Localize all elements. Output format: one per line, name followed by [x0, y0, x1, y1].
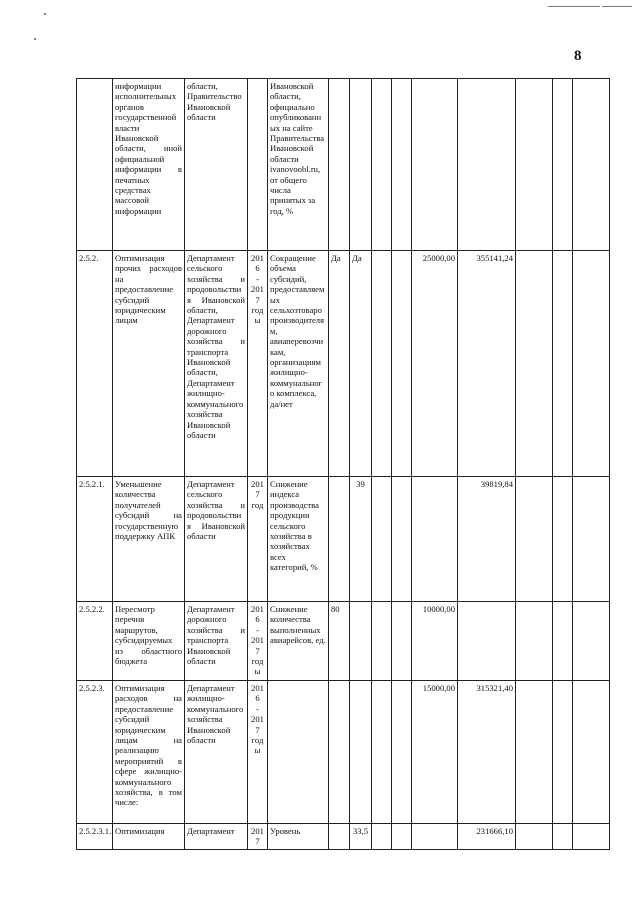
period: 2016 - 2017 годы — [248, 251, 268, 477]
executor: Департамент — [185, 824, 248, 850]
value-cell — [372, 681, 392, 824]
value-cell: 39 — [350, 477, 372, 602]
amount-cell: 355141,24 — [458, 251, 516, 477]
period: 2017 — [248, 824, 268, 850]
measure-name: Оптимизация прочих расходов на предоставление субсидий юридическим лицам — [113, 251, 185, 477]
value-cell: 33,5 — [350, 824, 372, 850]
measure-name: Уменьшение количества получателей субсидий на государственную поддержку АПК — [113, 477, 185, 602]
value-cell — [392, 477, 412, 602]
executor: Департамент сельского хозяйства и продовольствия Ивановской области, Департамент дорожного хозяйства и транспорта Ивановской области, Департамент жилищно-коммунального хозяйства Ивановской области — [185, 251, 248, 477]
period — [248, 79, 268, 251]
value-cell — [329, 824, 350, 850]
empty-cell — [553, 251, 573, 477]
row-number: 2.5.2.3.1. — [77, 824, 113, 850]
indicator — [268, 681, 329, 824]
value-cell — [392, 79, 412, 251]
value-cell — [372, 477, 392, 602]
value-cell: Да — [329, 251, 350, 477]
value-cell — [350, 681, 372, 824]
period: 2017 год — [248, 477, 268, 602]
value-cell — [392, 681, 412, 824]
measure-name: информации исполнительных органов государственной власти Ивановской области, иной официальной информации в печатных средствах массовой информации — [113, 79, 185, 251]
row-number: 2.5.2. — [77, 251, 113, 477]
value-cell — [372, 602, 392, 681]
value-cell — [392, 602, 412, 681]
amount-cell: 39819,84 — [458, 477, 516, 602]
executor: Департамент жилищно-коммунального хозяйства Ивановской области — [185, 681, 248, 824]
value-cell — [392, 251, 412, 477]
row-number: 2.5.2.3. — [77, 681, 113, 824]
empty-cell — [516, 824, 553, 850]
scan-speck — [34, 38, 36, 40]
indicator: Ивановской области, официально опубликованных на сайте Правительства Ивановской области ivanovoobl.ru, от общего числа принятых за год, % — [268, 79, 329, 251]
value-cell — [350, 602, 372, 681]
empty-cell — [516, 79, 553, 251]
row-number — [77, 79, 113, 251]
empty-cell — [553, 824, 573, 850]
empty-cell — [573, 477, 610, 602]
empty-cell — [573, 79, 610, 251]
amount-cell — [412, 477, 458, 602]
empty-cell — [553, 602, 573, 681]
row-number: 2.5.2.1. — [77, 477, 113, 602]
amount-cell: 25000,00 — [412, 251, 458, 477]
empty-cell — [553, 79, 573, 251]
value-cell — [329, 79, 350, 251]
empty-cell — [573, 681, 610, 824]
row-number: 2.5.2.2. — [77, 602, 113, 681]
period: 2016 - 2017 годы — [248, 602, 268, 681]
table-row — [77, 477, 610, 602]
period: 2016 - 2017 годы — [248, 681, 268, 824]
value-cell: 80 — [329, 602, 350, 681]
value-cell — [372, 824, 392, 850]
executor: области, Правительство Ивановской области — [185, 79, 248, 251]
indicator: Сокращение объема субсидий, предоставляемых сельхозтоваропроизводителям, авиаперевозчикам, организациям жилищно-коммунального комплекса, да/нет — [268, 251, 329, 477]
empty-cell — [573, 602, 610, 681]
empty-cell — [516, 251, 553, 477]
value-cell: Да — [350, 251, 372, 477]
empty-cell — [516, 602, 553, 681]
executor: Департамент дорожного хозяйства и транспорта Ивановской области — [185, 602, 248, 681]
empty-cell — [516, 477, 553, 602]
amount-cell: 10000,00 — [412, 602, 458, 681]
measures-table — [76, 78, 610, 850]
indicator: Уровень — [268, 824, 329, 850]
indicator: Снижение количества выполненных авиарейсов, ед. — [268, 602, 329, 681]
value-cell — [350, 79, 372, 251]
amount-cell — [412, 79, 458, 251]
amount-cell — [458, 602, 516, 681]
table-row — [77, 79, 610, 251]
scan-mark-top-right — [602, 6, 632, 7]
table-row — [77, 681, 610, 824]
empty-cell — [553, 681, 573, 824]
value-cell — [329, 477, 350, 602]
value-cell — [372, 251, 392, 477]
page-number: 8 — [574, 48, 582, 64]
amount-cell: 315321,40 — [458, 681, 516, 824]
amount-cell: 15000,00 — [412, 681, 458, 824]
value-cell — [372, 79, 392, 251]
executor: Департамент сельского хозяйства и продовольствия Ивановской области — [185, 477, 248, 602]
indicator: Снижение индекса производства продукции сельского хозяйства в хозяйствах всех категорий, % — [268, 477, 329, 602]
measure-name: Оптимизация — [113, 824, 185, 850]
empty-cell — [516, 681, 553, 824]
measure-name: Пересмотр перечня маршрутов, субсидируемых из областного бюджета — [113, 602, 185, 681]
table-row — [77, 824, 610, 850]
value-cell — [392, 824, 412, 850]
empty-cell — [573, 824, 610, 850]
empty-cell — [573, 251, 610, 477]
table-row — [77, 251, 610, 477]
amount-cell: 231666,10 — [458, 824, 516, 850]
empty-cell — [553, 477, 573, 602]
value-cell — [329, 681, 350, 824]
amount-cell — [458, 79, 516, 251]
table-row — [77, 602, 610, 681]
amount-cell — [412, 824, 458, 850]
scan-mark-top — [548, 6, 600, 7]
measure-name: Оптимизация расходов на предоставление субсидий юридическим лицам на реализацию мероприятий в сфере жилищно-коммунального хозяйства, в том числе: — [113, 681, 185, 824]
scan-speck — [44, 13, 46, 15]
